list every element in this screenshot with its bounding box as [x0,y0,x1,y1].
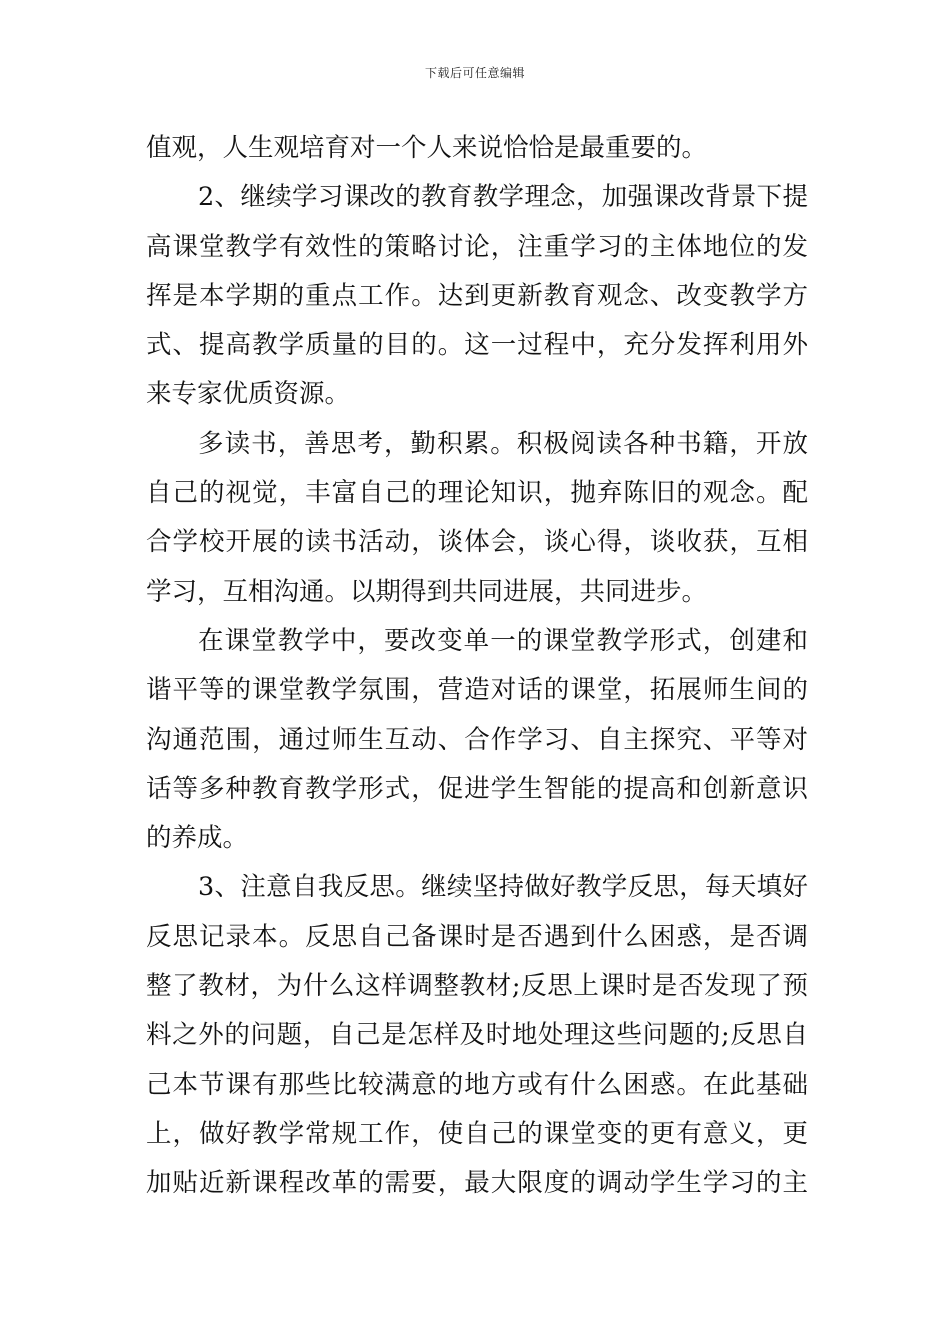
paragraph [146,124,808,173]
text-line: 谐平等的课堂教学氛围，营造对话的课堂，拓展师生间的 [146,675,808,706]
text-line: 料之外的问题，自己是怎样及时地处理这些问题的;反思自 [146,1020,808,1051]
text-line: 3、注意自我反思。继续坚持做好教学反思，每天填好 [198,872,808,903]
text-line: 在课堂教学中，要改变单一的课堂教学形式，创建和 [198,625,808,656]
text-line: 反思记录本。反思自己备课时是否遇到什么困惑，是否调 [146,921,808,952]
body-text [146,124,808,1209]
text-line: 来专家优质资源。 [146,379,351,410]
text-line: 整了教材，为什么这样调整教材;反思上课时是否发现了预 [146,971,808,1002]
text-line: 高课堂教学有效性的策略讨论，注重学习的主体地位的发 [146,231,808,262]
text-line: 式、提高教学质量的目的。这一过程中，充分发挥利用外 [146,330,808,361]
text-line: 沟通范围，通过师生互动、合作学习、自主探究、平等对 [146,724,808,755]
text-line: 上，做好教学常规工作，使自己的课堂变的更有意义，更 [146,1118,808,1149]
text-line: 话等多种教育教学形式，促进学生智能的提高和创新意识 [146,773,808,804]
text-line: 挥是本学期的重点工作。达到更新教育观念、改变教学方 [146,280,808,311]
text-line: 学习，互相沟通。以期得到共同进展，共同进步。 [146,576,708,607]
text-line: 合学校开展的读书活动，谈体会，谈心得，谈收获，互相 [146,527,808,558]
text-line: 值观，人生观培育对一个人来说恰恰是最重要的。 [146,133,708,163]
text-line: 自己的视觉，丰富自己的理论知识，抛弃陈旧的观念。配 [146,478,808,509]
text-line: 多读书，善思考，勤积累。积极阅读各种书籍，开放 [198,428,808,459]
paragraph [146,863,808,1208]
paragraph [146,173,808,419]
header-note: 下载后可任意编辑 [424,66,525,80]
paragraph [146,617,808,863]
text-line: 的养成。 [146,823,249,854]
text-line: 2、继续学习课改的教育教学理念，加强课改背景下提 [198,182,808,213]
paragraph [146,420,808,617]
text-line: 加贴近新课程改革的需要，最大限度的调动学生学习的主 [146,1168,808,1199]
text-line: 己本节课有那些比较满意的地方或有什么困惑。在此基础 [146,1069,808,1100]
